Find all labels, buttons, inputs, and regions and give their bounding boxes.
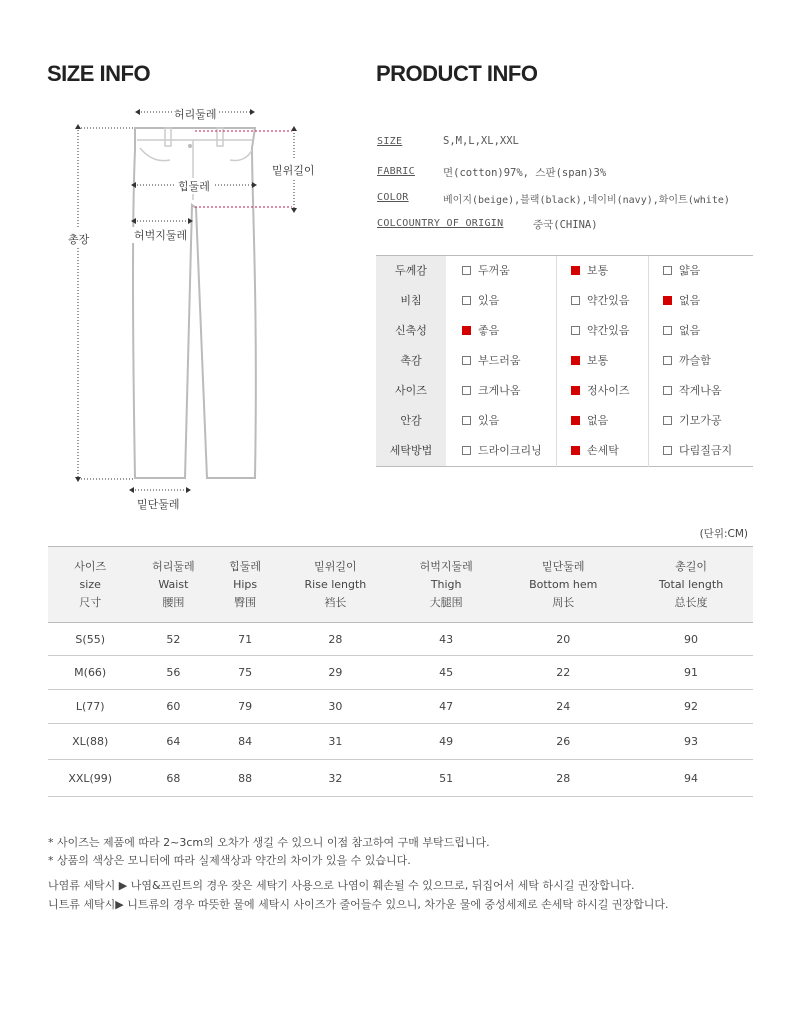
checkbox-empty-icon (462, 266, 471, 275)
checkbox-empty-icon (462, 296, 471, 305)
attribute-row (376, 346, 753, 376)
attribute-option (571, 286, 630, 316)
size-table-header (395, 547, 497, 623)
checkbox-checked-icon (571, 266, 580, 275)
table-cell: 24 (497, 690, 629, 724)
table-cell: 88 (214, 760, 275, 797)
attribute-option (571, 256, 608, 286)
spec-label-size: SIZE (377, 136, 403, 147)
checkbox-empty-icon (663, 266, 672, 275)
attribute-row (376, 436, 753, 466)
checkbox-checked-icon (571, 416, 580, 425)
table-cell: XXL(99) (48, 760, 132, 797)
table-cell: 30 (276, 690, 395, 724)
spec-value-size: S,M,L,XL,XXL (443, 135, 519, 147)
label-hem: 밑단둘레 (137, 498, 180, 511)
note-print-wash: 나염류 세탁시 ▶ 나염&프린트의 경우 잦은 세탁기 사용으로 나염이 훼손될 수 있으므로, 뒤집어서 세탁 하시길 권장합니다. (48, 879, 635, 892)
checkbox-empty-icon (663, 416, 672, 425)
attribute-option-label: 두꺼움 (478, 264, 510, 277)
attribute-option (571, 436, 619, 466)
header-zh: 尺寸 (79, 595, 102, 609)
size-table-header (132, 547, 214, 623)
attribute-option (663, 346, 711, 376)
header-ko: 총길이 (675, 559, 707, 573)
table-row (48, 690, 753, 724)
table-cell: 49 (395, 724, 497, 760)
table-cell: 60 (132, 690, 214, 724)
table-cell: 52 (132, 623, 214, 656)
header-en: Bottom hem (529, 577, 598, 591)
attribute-option-label: 정사이즈 (587, 384, 630, 397)
attribute-option (571, 406, 608, 436)
header-zh: 裆长 (324, 595, 347, 609)
header-en: size (79, 577, 101, 591)
checkbox-empty-icon (663, 326, 672, 335)
table-cell: 20 (497, 623, 629, 656)
attribute-option-label: 크게나옴 (478, 384, 521, 397)
header-zh: 周长 (552, 595, 575, 609)
size-info-title: SIZE INFO (47, 61, 151, 86)
header-ko: 밑위길이 (314, 559, 357, 573)
attribute-option (462, 286, 499, 316)
attribute-option (663, 286, 700, 316)
table-cell: M(66) (48, 656, 132, 690)
attribute-option-label: 얇음 (679, 264, 701, 277)
attribute-label: 두께감 (376, 256, 446, 286)
attribute-row (376, 256, 753, 286)
attribute-option-label: 없음 (679, 324, 701, 337)
attribute-option-label: 없음 (679, 294, 701, 307)
attribute-option-label: 보통 (587, 264, 609, 277)
table-cell: 68 (132, 760, 214, 797)
attribute-option (462, 376, 521, 406)
attribute-grid (376, 255, 753, 467)
checkbox-empty-icon (462, 416, 471, 425)
table-cell: 84 (214, 724, 275, 760)
attribute-label: 촉감 (376, 346, 446, 376)
table-cell: 28 (276, 623, 395, 656)
header-ko: 밑단둘레 (541, 559, 585, 573)
checkbox-empty-icon (663, 356, 672, 365)
table-cell: XL(88) (48, 724, 132, 760)
checkbox-checked-icon (663, 296, 672, 305)
size-table-header (629, 547, 753, 623)
attribute-row (376, 286, 753, 316)
attribute-option (663, 376, 722, 406)
size-table-header (48, 547, 132, 623)
attribute-option (663, 256, 700, 286)
checkbox-checked-icon (462, 326, 471, 335)
unit-label: (단위:CM) (699, 528, 748, 540)
table-cell: 90 (629, 623, 753, 656)
attribute-option-label: 약간있음 (587, 294, 630, 307)
attribute-option-label: 기모가공 (679, 414, 722, 427)
attribute-option-label: 드라이크리닝 (478, 444, 542, 457)
checkbox-empty-icon (571, 296, 580, 305)
table-cell: 22 (497, 656, 629, 690)
table-cell: 79 (214, 690, 275, 724)
checkbox-empty-icon (462, 356, 471, 365)
attribute-row (376, 406, 753, 436)
attribute-option-label: 있음 (478, 294, 500, 307)
product-info-title: PRODUCT INFO (376, 61, 538, 86)
attribute-label: 세탁방법 (376, 436, 446, 466)
checkbox-empty-icon (663, 446, 672, 455)
attribute-option-label: 까슬함 (679, 354, 711, 367)
label-rise: 밑위길이 (272, 164, 315, 177)
checkbox-checked-icon (571, 356, 580, 365)
spec-label-origin: COLCOUNTRY OF ORIGIN (377, 218, 504, 229)
attribute-option-label: 다림질금지 (679, 444, 733, 457)
size-table (48, 546, 753, 797)
header-zh: 大腿围 (429, 595, 463, 609)
attribute-row (376, 316, 753, 346)
checkbox-empty-icon (663, 386, 672, 395)
spec-label-fabric: FABRIC (377, 166, 415, 177)
table-cell: 64 (132, 724, 214, 760)
spec-label-color: COLOR (377, 192, 409, 203)
checkbox-checked-icon (571, 446, 580, 455)
table-cell: 91 (629, 656, 753, 690)
attribute-option-label: 보통 (587, 354, 609, 367)
table-cell: 92 (629, 690, 753, 724)
attribute-option (462, 436, 542, 466)
table-cell: 26 (497, 724, 629, 760)
header-en: Total length (658, 577, 724, 591)
size-table-header (276, 547, 395, 623)
table-cell: 56 (132, 656, 214, 690)
label-thigh: 허벅지둘레 (134, 229, 188, 242)
size-table-header (214, 547, 275, 623)
pants-diagram (0, 0, 360, 520)
attribute-option (462, 406, 499, 436)
attribute-option-label: 부드러움 (478, 354, 521, 367)
checkbox-checked-icon (571, 386, 580, 395)
attribute-label: 신축성 (376, 316, 446, 346)
attribute-option (663, 316, 700, 346)
header-ko: 허벅지둘레 (419, 559, 473, 573)
attribute-label: 비침 (376, 286, 446, 316)
table-cell: 28 (497, 760, 629, 797)
label-hip: 힙둘레 (178, 180, 210, 193)
size-table-header (497, 547, 629, 623)
table-cell: 75 (214, 656, 275, 690)
label-waist: 허리둘레 (174, 108, 217, 121)
table-row (48, 724, 753, 760)
attribute-option-label: 약간있음 (587, 324, 630, 337)
table-cell: 32 (276, 760, 395, 797)
checkbox-empty-icon (571, 326, 580, 335)
table-cell: 29 (276, 656, 395, 690)
attribute-option (462, 346, 521, 376)
attribute-option (663, 436, 732, 466)
table-cell: 45 (395, 656, 497, 690)
attribute-option (462, 256, 510, 286)
attribute-option-label: 있음 (478, 414, 500, 427)
table-row (48, 623, 753, 656)
note-color-difference: * 상품의 색상은 모니터에 따라 실제색상과 약간의 차이가 있을 수 있습니다. (48, 854, 411, 867)
table-cell: 51 (395, 760, 497, 797)
attribute-row (376, 376, 753, 406)
table-cell: 93 (629, 724, 753, 760)
header-zh: 总长度 (674, 595, 708, 609)
attribute-option (571, 376, 630, 406)
attribute-option-label: 작게나옴 (679, 384, 722, 397)
header-zh: 腰围 (162, 595, 185, 609)
table-cell: L(77) (48, 690, 132, 724)
header-ko: 사이즈 (74, 559, 107, 573)
header-en: Hips (233, 577, 258, 591)
attribute-label: 안감 (376, 406, 446, 436)
note-knit-wash: 니트류 세탁시▶ 니트류의 경우 따뜻한 물에 세탁시 사이즈가 줄어들수 있으니, 차가운 물에 중성세제로 손세탁 하시길 권장합니다. (48, 898, 669, 911)
spec-value-origin: 중국(CHINA) (533, 219, 598, 231)
table-cell: 94 (629, 760, 753, 797)
attribute-option (571, 316, 630, 346)
table-cell: 31 (276, 724, 395, 760)
table-cell: 47 (395, 690, 497, 724)
checkbox-empty-icon (462, 446, 471, 455)
attribute-label: 사이즈 (376, 376, 446, 406)
checkbox-empty-icon (462, 386, 471, 395)
header-ko: 허리둘레 (152, 559, 195, 573)
header-zh: 臀围 (234, 595, 257, 609)
table-cell: 43 (395, 623, 497, 656)
attribute-option (663, 406, 722, 436)
header-en: Waist (158, 577, 189, 591)
attribute-option (571, 346, 608, 376)
label-total: 총장 (68, 233, 90, 246)
spec-value-color: 베이지(beige),블랙(black),네이비(navy),화이트(white) (443, 195, 730, 206)
attribute-option-label: 없음 (587, 414, 609, 427)
table-row (48, 760, 753, 797)
spec-value-fabric: 면(cotton)97%, 스판(span)3% (443, 167, 607, 179)
table-cell: S(55) (48, 623, 132, 656)
header-en: Thigh (430, 577, 462, 591)
attribute-option (462, 316, 499, 346)
table-row (48, 656, 753, 690)
attribute-option-label: 손세탁 (587, 444, 619, 457)
table-cell: 71 (214, 623, 275, 656)
header-en: Rise length (304, 577, 367, 591)
note-size-tolerance: * 사이즈는 제품에 따라 2~3cm의 오차가 생길 수 있으니 이점 참고하여 구매 부탁드립니다. (48, 836, 490, 849)
attribute-option-label: 좋음 (478, 324, 500, 337)
header-ko: 힙둘레 (229, 559, 262, 573)
